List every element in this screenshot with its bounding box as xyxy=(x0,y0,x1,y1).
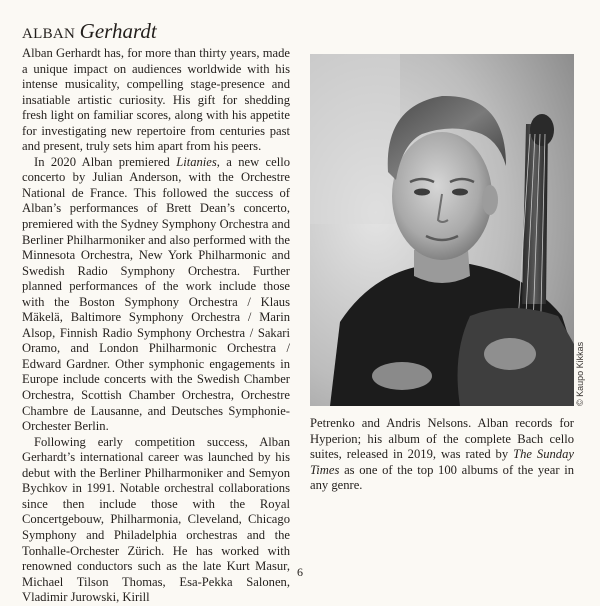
artist-heading xyxy=(22,20,157,45)
artist-portrait-image xyxy=(310,54,574,406)
bio-paragraph-2-rest: , a new cello concerto by Julian Anderson, with the Orchestre National de France. This followed the success of Alban’s performances of Brett Dean’s concerto, premiered with the Sydney Symphony Orchestra and Berliner Philharmoniker and also performed with the Minnesota Orchestra, New York Philharmonic and Swedish Radio Symphony Orchestra. Further planned performances of the work include those with the Boston Symphony Orchestra / Klaus Mäkelä, Baltimore Symphony Orchestra / Marin Alsop, Finnish Radio Symphony Orchestra / Sakari Oramo, and London Philharmonic Orchestra / Edward Gardner. Other symphonic engagements in Europe include concerts with the Swedish Chamber Orchestra, Scottish Chamber Orchestra, Orchestre Chambre de Lausanne, and Deutsches Symphonie-Orchester Berlin. xyxy=(22,154,291,434)
biography-left-column xyxy=(22,46,290,606)
artist-first-name: ALBAN xyxy=(22,26,76,42)
bio-continued-end: as one of the top 100 albums of the year in any genre. xyxy=(310,462,574,493)
artist-last-name: Gerhardt xyxy=(79,19,157,43)
bio-paragraph-2-start: In 2020 Alban premiered xyxy=(34,154,177,169)
bio-paragraph-3: Following early competition success, Alban Gerhardt’s international career was launched by his debut with the Berliner Philharmoniker and Semyon Bychkov in 1991. Notable orchestral collaborations since then include those with the Royal Concertgebouw, Philharmonia, Cleveland, Chicago Symphony and Philadelphia orchestras and the Tonhalle-Orchester Zürich. He has worked with renowned conductors such as the late Kurt Masur, Michael Tilson Thomas, Esa-Pekka Salonen, Vladimir Jurowski, Kirill xyxy=(22,434,290,605)
photo-credit: © Kaupo Kikkas xyxy=(575,341,585,406)
biography-right-column xyxy=(310,416,574,494)
bio-paragraph-continued xyxy=(310,416,574,494)
publication-title: The Sunday Times xyxy=(310,447,574,477)
work-title-litanies: Litanies xyxy=(176,154,217,169)
bio-continued-start: Petrenko and Andris Nelsons. Alban records for Hyperion; his album of the complete Bach cello suites, released in 2019, was rated by xyxy=(310,416,574,462)
artist-photo xyxy=(310,54,574,406)
bio-paragraph-2 xyxy=(22,155,290,435)
page-number: 6 xyxy=(297,565,303,579)
bio-paragraph-1: Alban Gerhardt has, for more than thirty years, made a unique impact on audiences worldwide with his intense musicality, compelling stage-presence and insatiable artistic curiosity. His gift for shedding fresh light on familiar scores, along with his appetite for investigating new repertoire from centuries past and present, truly sets him apart from his peers. xyxy=(22,46,290,154)
